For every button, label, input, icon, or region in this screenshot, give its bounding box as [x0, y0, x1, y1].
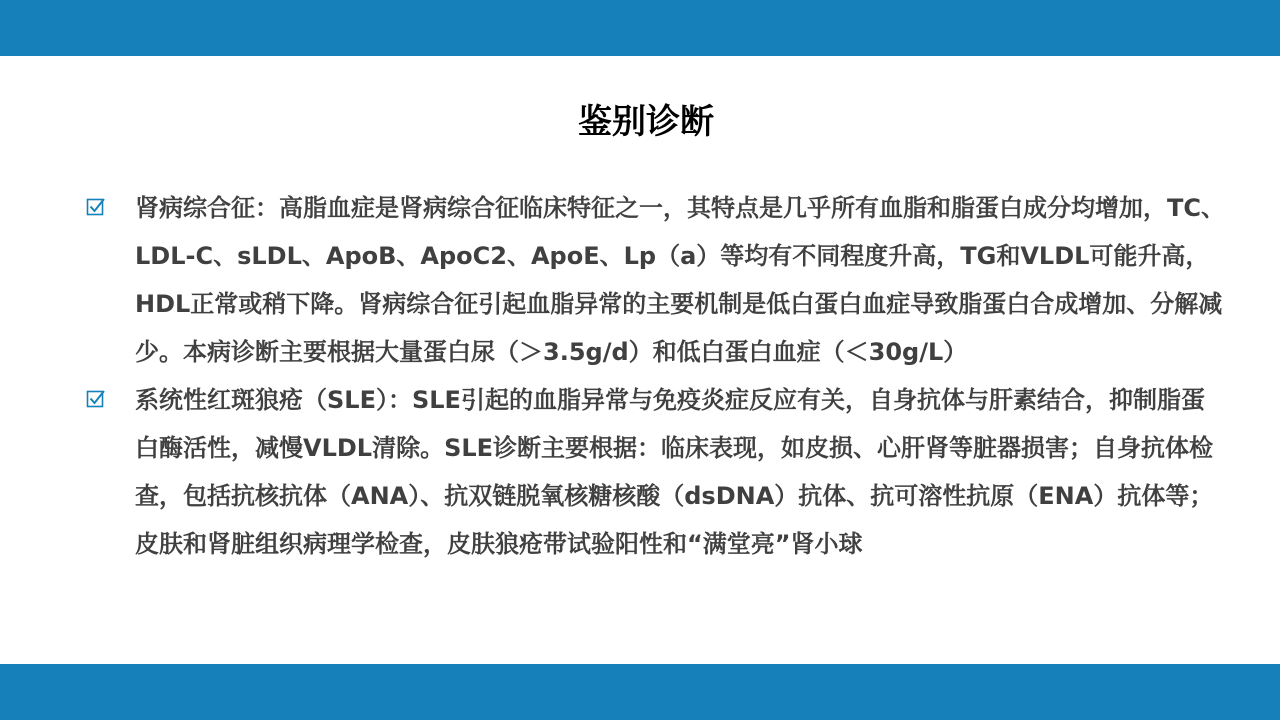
slide-title: 鉴别诊断	[578, 102, 714, 142]
checkbox-checked-icon	[86, 389, 106, 409]
top-banner	[0, 0, 1280, 56]
bullet-text: 肾病综合征：高脂血症是肾病综合征临床特征之一，其特点是几乎所有血脂和脂蛋白成分均增加，TC、LDL-C、sLDL、ApoB、ApoC2、ApoE、Lp（a）等均有不同程度升高，TG和VLDL可能升高，HDL正常或稍下降。肾病综合征引起血脂异常的主要机制是低白蛋白血症导致脂蛋白合成增加、分解减少。本病诊断主要根据大量蛋白尿（＞3.5g/d）和低白蛋白血症（＜30g/L）	[135, 194, 1225, 366]
bullet-list	[86, 184, 1226, 568]
bottom-banner	[0, 664, 1280, 720]
bullet-item-sle	[86, 376, 1226, 568]
checkbox-checked-icon	[86, 197, 106, 217]
bullet-text: 系统性红斑狼疮（SLE）：SLE引起的血脂异常与免疫炎症反应有关，自身抗体与肝素结合，抑制脂蛋白酶活性，减慢VLDL清除。SLE诊断主要根据：临床表现，如皮损、心肝肾等脏器损害；自身抗体检查，包括抗核抗体（ANA）、抗双链脱氧核糖核酸（dsDNA）抗体、抗可溶性抗原（ENA）抗体等；皮肤和肾脏组织病理学检查，皮肤狼疮带试验阳性和“满堂亮”肾小球	[135, 386, 1214, 558]
bullet-item-nephrotic-syndrome	[86, 184, 1226, 376]
